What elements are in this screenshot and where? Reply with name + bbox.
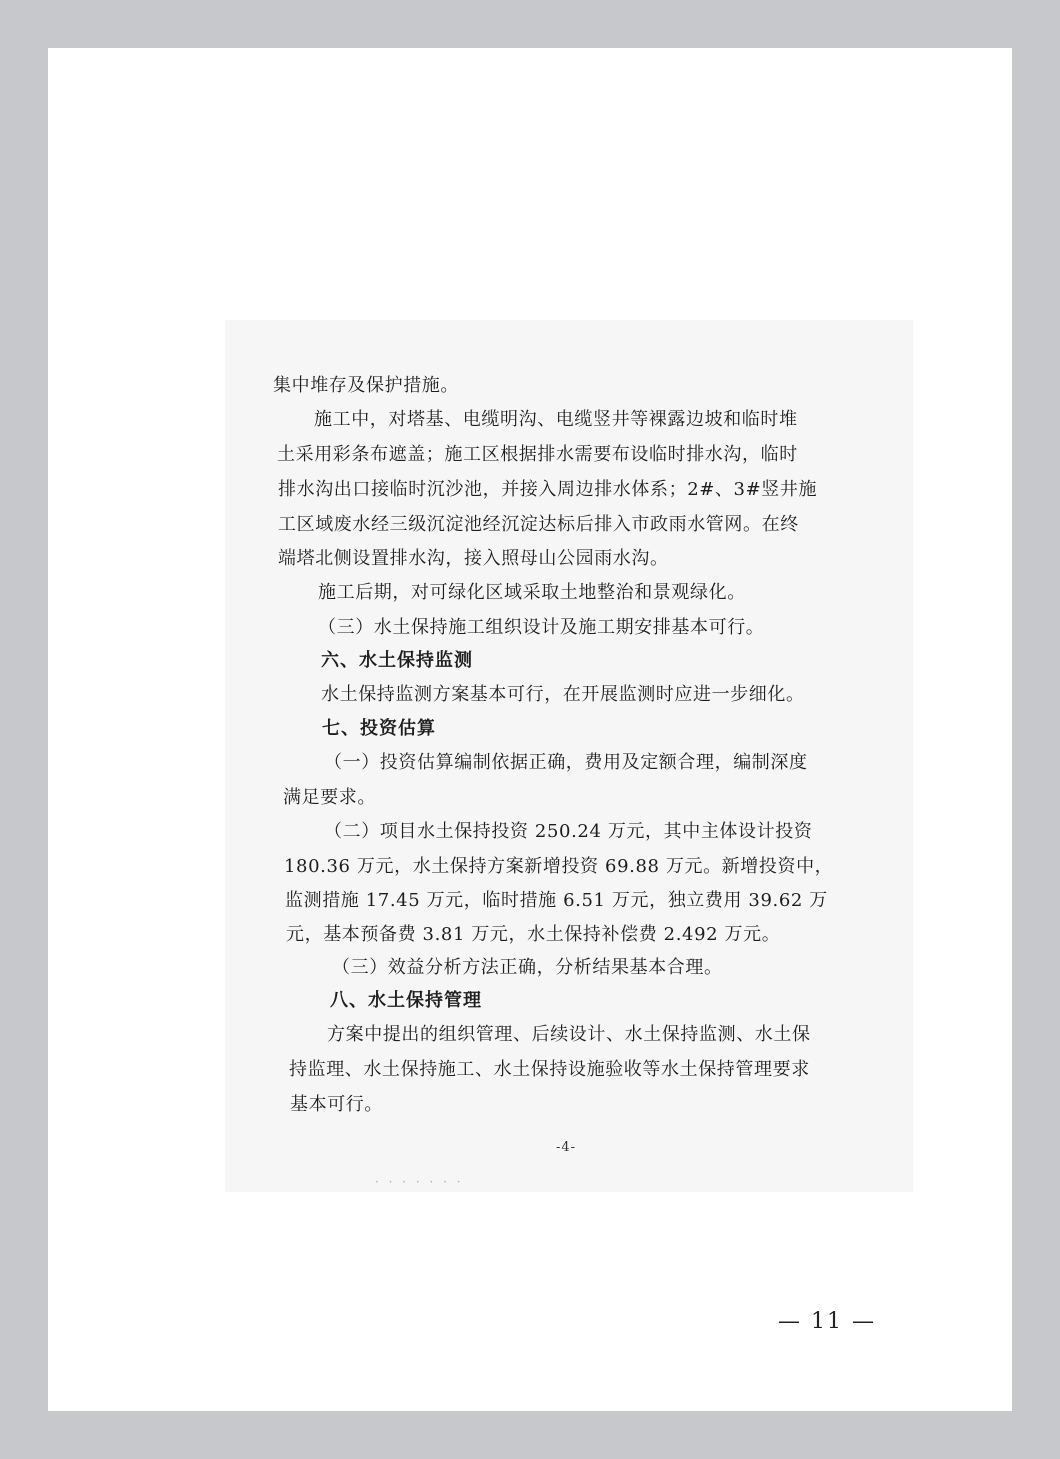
document-page [48,48,1012,1411]
text-line: 施工中，对塔基、电缆明沟、电缆竖井等裸露边坡和临时堆 [314,409,798,430]
text-line: 集中堆存及保护措施。 [273,375,459,396]
text-line: 元，基本预备费 3.81 万元，水土保持补偿费 2.492 万元。 [286,924,781,945]
text-line: 排水沟出口接临时沉沙池，并接入周边排水体系；2#、3#竖井施 [278,479,818,500]
text-line: 施工后期，对可绿化区域采取土地整治和景观绿化。 [318,582,746,603]
text-line: （二）项目水土保持投资 250.24 万元，其中主体设计投资 [324,821,813,842]
text-line: 水土保持监测方案基本可行，在开展监测时应进一步细化。 [321,684,805,705]
scanned-page-image [225,320,913,1192]
text-line: 满足要求。 [283,787,376,808]
text-line: （三）水土保持施工组织设计及施工期安排基本可行。 [318,617,765,638]
text-line: 监测措施 17.45 万元，临时措施 6.51 万元，独立费用 39.62 万 [285,890,828,911]
text-line: （一）投资估算编制依据正确，费用及定额合理，编制深度 [324,752,808,773]
text-line: （三）效益分析方法正确，分析结果基本合理。 [332,957,723,978]
text-line: 方案中提出的组织管理、后续设计、水土保持监测、水土保 [327,1024,811,1045]
text-line: 端塔北侧设置排水沟，接入照母山公园雨水沟。 [278,548,669,569]
text-line: 基本可行。 [290,1094,383,1115]
section-heading: 七、投资估算 [322,718,436,739]
text-line: 持监理、水土保持施工、水土保持设施验收等水土保持管理要求 [289,1059,810,1080]
text-line: 土采用彩条布遮盖；施工区根据排水需要布设临时排水沟，临时 [277,444,798,465]
scan-noise: · · · · · · · [375,1175,464,1189]
text-line: 180.36 万元，水土保持方案新增投资 69.88 万元。新增投资中， [284,856,834,877]
scan-page-number: -4- [556,1140,577,1155]
section-heading: 六、水土保持监测 [321,650,473,671]
section-heading: 八、水土保持管理 [330,990,482,1011]
page-number: — 11 — [778,1309,876,1334]
text-line: 工区域废水经三级沉淀池经沉淀达标后排入市政雨水管网。在终 [278,514,799,535]
